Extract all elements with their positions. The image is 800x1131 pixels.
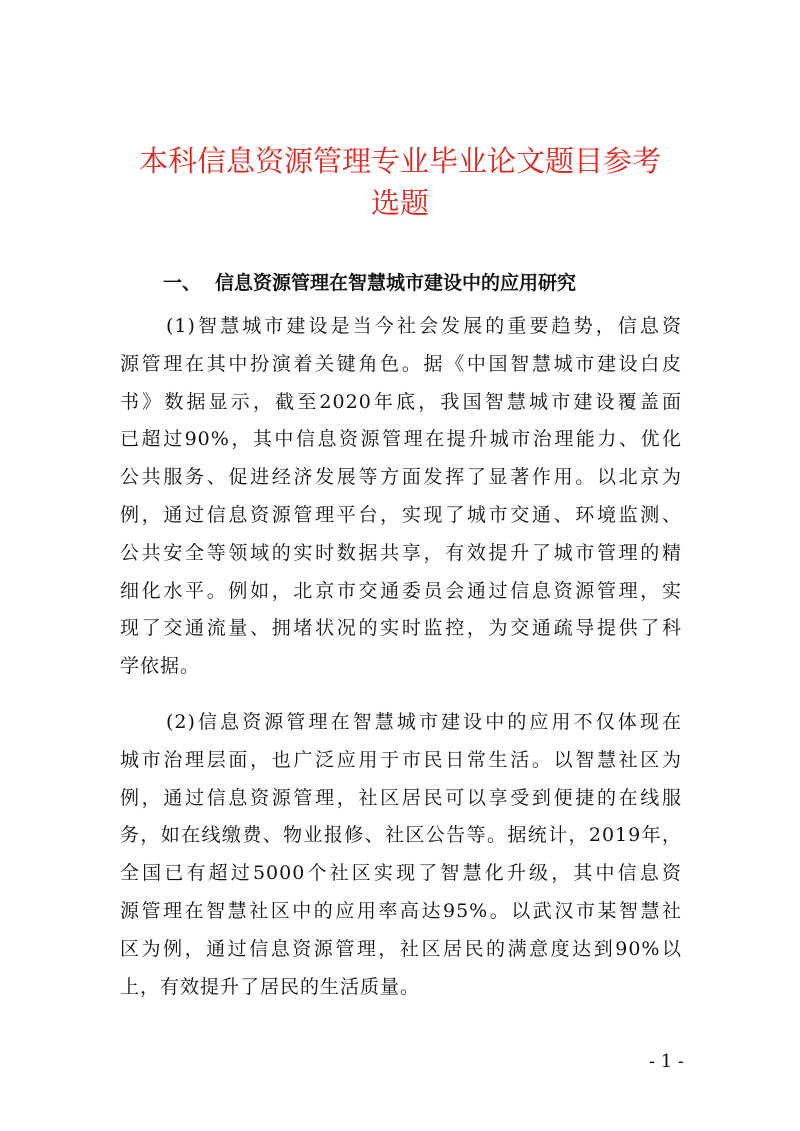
paragraph-line: (2)信息资源管理在智慧城市建设中的应用不仅体现在 (166, 711, 682, 733)
document-title (110, 140, 690, 224)
section-number: 一、 (163, 272, 202, 294)
section-heading-text: 信息资源管理在智慧城市建设中的应用研究 (215, 272, 577, 294)
section-heading (163, 268, 723, 298)
paragraph-line: 现了交通流量、拥堵状况的实时监控，为交通疏导提供了科 (120, 617, 682, 640)
paragraph-line: 城市治理层面，也广泛应用于市民日常生活。以智慧社区为 (120, 748, 682, 771)
paragraph-line: 务，如在线缴费、物业报修、社区公告等。据统计，2019年， (120, 824, 682, 847)
paragraph-line: 全国已有超过5000个社区实现了智慧化升级，其中信息资 (120, 862, 682, 885)
paragraph-line: 源管理在智慧社区中的应用率高达95%。以武汉市某智慧社 (120, 899, 682, 922)
paragraph-line: (1)智慧城市建设是当今社会发展的重要趋势，信息资 (166, 315, 682, 337)
paragraph-line: 书》数据显示，截至2020年底，我国智慧城市建设覆盖面 (120, 390, 682, 413)
document-title-line-2: 选题 (370, 186, 429, 220)
paragraph-2 (120, 704, 682, 1006)
paragraph-line: 细化水平。例如，北京市交通委员会通过信息资源管理，实 (120, 579, 682, 602)
paragraph-line: 源管理在其中扮演着关键角色。据《中国智慧城市建设白皮 (120, 352, 682, 375)
paragraph-line: 学依据。 (120, 655, 201, 678)
paragraph-line: 上，有效提升了居民的生活质量。 (120, 975, 421, 998)
paragraph-1 (120, 308, 682, 686)
paragraph-line: 例，通过信息资源管理，社区居民可以享受到便捷的在线服 (120, 786, 682, 809)
document-title-line-1: 本科信息资源管理专业毕业论文题目参考 (138, 144, 661, 178)
paragraph-line: 公共安全等领域的实时数据共享，有效提升了城市管理的精 (120, 541, 682, 564)
paragraph-line: 公共服务、促进经济发展等方面发挥了显著作用。以北京为 (120, 466, 682, 489)
paragraph-line: 已超过90%，其中信息资源管理在提升城市治理能力、优化 (120, 428, 682, 451)
page-number: - 1 - (648, 1051, 684, 1072)
paragraph-line: 区为例，通过信息资源管理，社区居民的满意度达到90%以 (120, 937, 682, 960)
paragraph-line: 例，通过信息资源管理平台，实现了城市交通、环境监测、 (120, 503, 682, 526)
